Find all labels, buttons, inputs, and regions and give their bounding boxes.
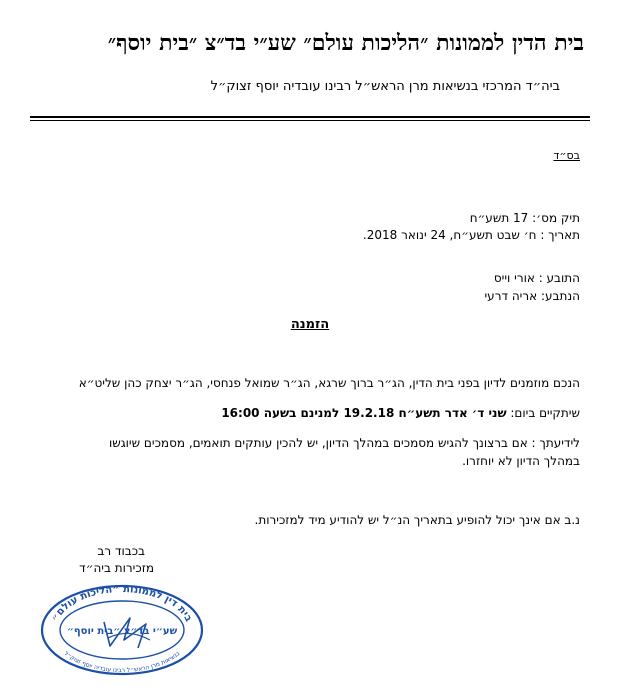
court-subtitle: ביה״ד המרכזי בנשיאות מרן הראש״ל רבינו עובדיה יוסף זצוק״ל [210,79,560,94]
stamp-outer-text: בית דין לממונות ״הליכות עולם״ [50,583,194,624]
notice-line-1: לידיעתך : אם ברצונך להגיש מסמכים במהלך הדיון, יש להכין עותקים תואמים, מסמכים שיוגשו [108,436,580,450]
session-line [221,406,580,420]
session-time: שני ד׳ אדר תשע״ח 19.2.18 למנינם בשעה 16:00 [221,406,507,420]
plaintiff: התובע : אורי וייס [493,271,580,285]
svg-text:בית דין לממונות ״הליכות עולם״ [50,584,194,624]
header-divider-thin [30,120,590,121]
notice-line-2: במהלך הדיון לא יוחזרו. [462,454,580,468]
header-divider-thick [30,116,590,118]
bsd-mark: בס״ד [553,149,580,162]
nb-note: נ.ב אם אינך יכול להופיע בתאריך הנ״ל יש להודיע מיד למזכירות. [254,513,580,527]
document-date: תאריך : ח׳ שבט תשע״ח, 24 ינואר 2018. [362,228,580,242]
closing-regards: בכבוד רב [97,544,145,558]
defendant: הנתבע: אריה דרעי [484,289,580,303]
svg-text:בנשיאות מרן הראש״ל רבינו עובדי [63,650,182,674]
session-prefix: שיתקיים ביום: [506,406,580,420]
stamp-bottom-text: בנשיאות מרן הראש״ל רבינו עובדיה יוסף זצוק״ל [62,650,182,675]
invitation-text: הנכם מוזמנים לדיון בפני בית הדין, הג״ר ברוך שרגא, הג״ר שמואל פנחסי, הג״ר יצחק כהן שליט״א [78,376,580,390]
secretary-signature: מזכירות ביה״ד [79,561,154,575]
stamp-inner-text: שע״י בד״צ ״בית יוסף״ [66,626,178,637]
court-stamp [38,578,206,676]
court-title: בית הדין לממונות ״הליכות עולם״ שע״י בד״צ ״בית יוסף״ [107,30,584,56]
file-number: תיק מס׳: 17 תשע״ח [469,211,580,225]
summons-title: הזמנה [290,317,330,332]
